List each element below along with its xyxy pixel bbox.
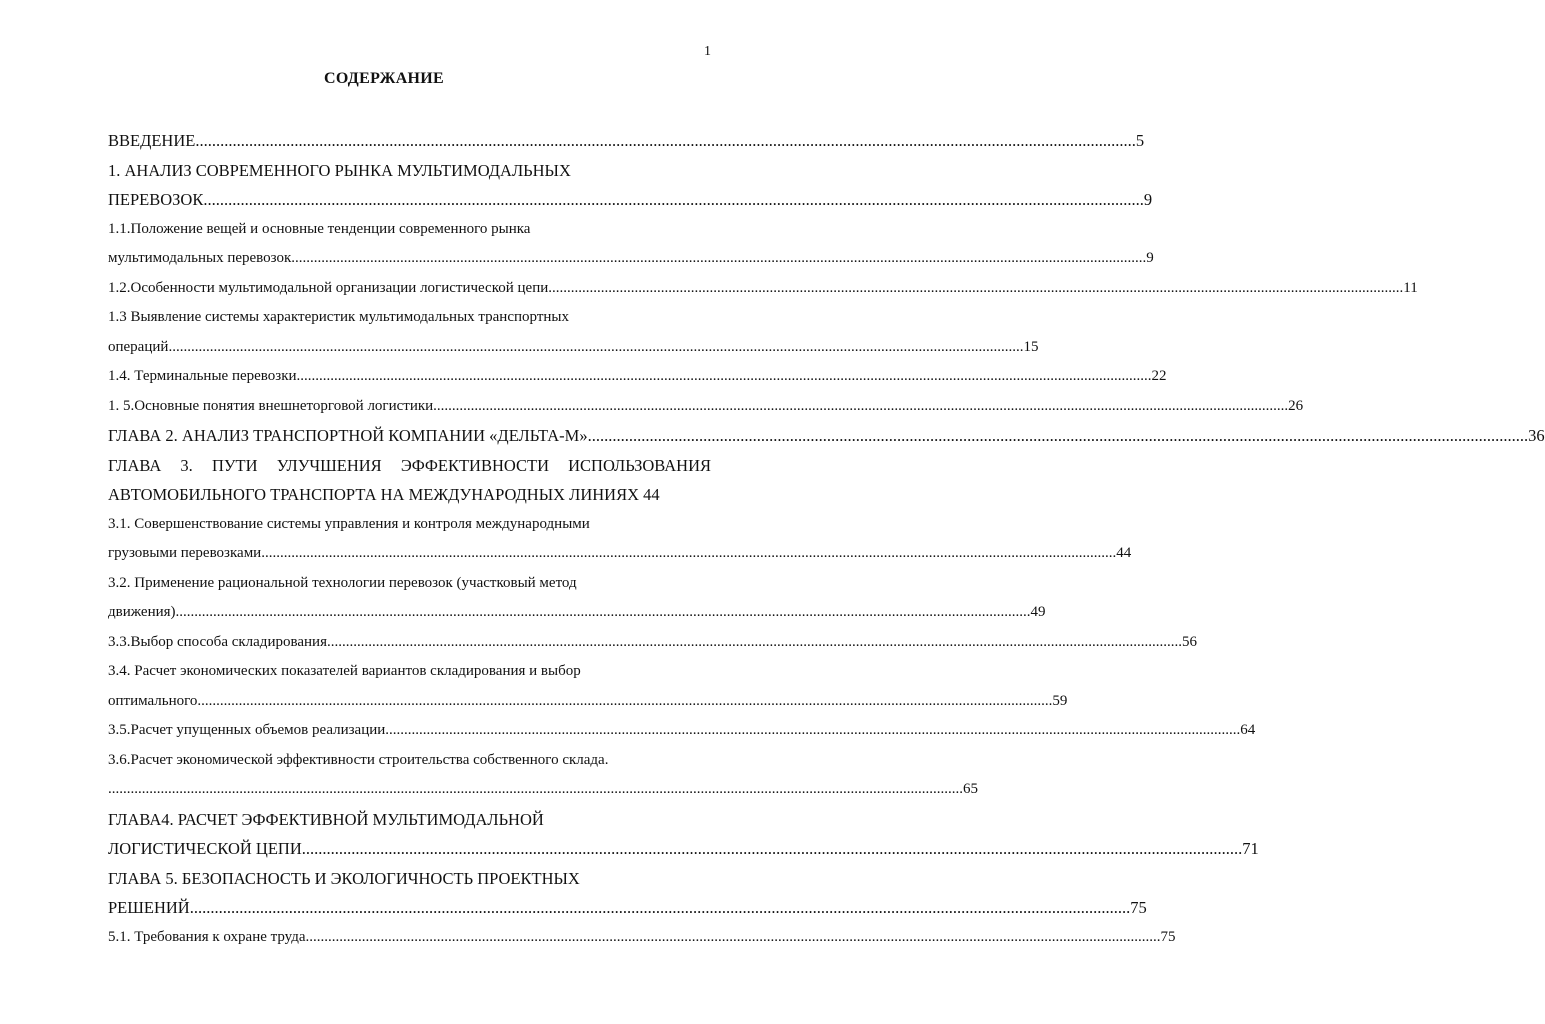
- toc-entry-text: ЛОГИСТИЧЕСКОЙ ЦЕПИ: [108, 839, 302, 858]
- toc-entry-text: 3.2. Применение рациональной технологии перевозок (участковый метод: [108, 574, 577, 591]
- toc-entry-text: 3.4. Расчет экономических показателей вариантов складирования и выбор: [108, 663, 581, 679]
- toc-entry-page: 44: [1116, 545, 1132, 561]
- toc-entry-text: 3.1. Совершенствование системы управления и контроля международными: [108, 515, 590, 532]
- toc-dot-leader: [433, 392, 1288, 422]
- page-number: 1: [704, 44, 711, 59]
- toc-entry-page: 65: [963, 781, 978, 797]
- toc-dot-leader: [190, 893, 1131, 923]
- toc-dot-leader: [327, 628, 1182, 658]
- toc-entry: [108, 303, 711, 333]
- toc-dot-leader: [306, 923, 1161, 953]
- toc-entry: [108, 362, 1167, 392]
- toc-entry: [108, 923, 1176, 953]
- toc-dot-leader: [197, 687, 1052, 717]
- toc-entry: [108, 893, 1147, 923]
- toc-entry-text: 1.4. Терминальные перевозки: [108, 368, 297, 384]
- toc-entry-page: 9: [1146, 250, 1154, 266]
- toc-entry: [108, 864, 711, 894]
- toc-entry: [108, 834, 1259, 864]
- toc-entry: [108, 244, 1154, 274]
- toc-entry-text: ГЛАВА 2. АНАЛИЗ ТРАНСПОРТНОЙ КОМПАНИИ «ДЕЛЬТА-М»: [108, 426, 588, 445]
- toc-entry-page: 22: [1151, 368, 1167, 384]
- toc-entry-text: 1. 5.Основные понятия внешнеторговой логистики: [108, 397, 434, 414]
- toc-dot-leader: [588, 421, 1529, 451]
- toc-entry-text: ПЕРЕВОЗОК: [108, 190, 204, 209]
- toc-entry-text: ГЛАВА 5. БЕЗОПАСНОСТЬ И ЭКОЛОГИЧНОСТЬ ПРОЕКТНЫХ: [108, 868, 580, 888]
- toc-entry-page: 71: [1242, 839, 1259, 858]
- toc-dot-leader: [176, 598, 1031, 628]
- toc-entry-page: 5: [1135, 131, 1145, 150]
- toc-dot-leader: [548, 274, 1403, 304]
- toc-entry-page: 26: [1288, 397, 1304, 414]
- toc-dot-leader: [108, 775, 963, 805]
- toc-entry-text: 3.3.Выбор способа складирования: [108, 633, 327, 650]
- table-of-contents: [108, 126, 1545, 952]
- toc-entry-text: мультимодальных перевозок: [108, 250, 292, 266]
- toc-entry-text: операций: [108, 338, 169, 355]
- toc-dot-leader: [261, 539, 1116, 569]
- toc-entry-page: 64: [1240, 722, 1256, 738]
- toc-entry-page: 9: [1143, 190, 1153, 209]
- toc-entry-text: 3.5.Расчет упущенных объемов реализации: [108, 722, 386, 738]
- toc-entry-text: 1.3 Выявление системы характеристик мультимодальных транспортных: [108, 309, 569, 325]
- toc-entry: [108, 716, 1256, 746]
- toc-entry-text: 3.6.Расчет экономической эффективности строительства собственного склада.: [108, 751, 609, 768]
- toc-entry: [108, 126, 1145, 156]
- toc-entry-text: 1.2.Особенности мультимодальной организации логистической цепи: [108, 279, 549, 296]
- toc-entry-page: 11: [1403, 279, 1418, 296]
- toc-dot-leader: [302, 834, 1243, 864]
- toc-entry-text: ГЛАВА4. РАСЧЕТ ЭФФЕКТИВНОЙ МУЛЬТИМОДАЛЬНОЙ: [108, 809, 544, 829]
- toc-entry-text: АВТОМОБИЛЬНОГО ТРАНСПОРТА НА МЕЖДУНАРОДНЫХ ЛИНИЯХ 44: [108, 485, 660, 504]
- toc-entry: [108, 598, 1046, 628]
- toc-entry-page: 36: [1528, 426, 1545, 445]
- toc-entry-text: ВВЕДЕНИЕ: [108, 131, 196, 150]
- toc-dot-leader: [168, 333, 1023, 363]
- toc-entry-text: 1.1.Положение вещей и основные тенденции современного рынка: [108, 220, 531, 237]
- toc-dot-leader: [203, 185, 1144, 215]
- toc-entry: [108, 480, 711, 510]
- toc-dot-leader: [297, 362, 1152, 392]
- toc-entry-text: 1. АНАЛИЗ СОВРЕМЕННОГО РЫНКА МУЛЬТИМОДАЛЬНЫХ: [108, 160, 571, 180]
- toc-entry: [108, 805, 711, 835]
- toc-entry: [108, 539, 1132, 569]
- toc-entry-page: 56: [1181, 633, 1197, 650]
- toc-entry-page: 75: [1130, 898, 1147, 917]
- toc-entry-text: РЕШЕНИЙ: [108, 898, 190, 917]
- toc-dot-leader: [385, 716, 1240, 746]
- toc-entry: [108, 333, 1039, 363]
- toc-entry: [108, 687, 1068, 717]
- toc-entry-page: 59: [1052, 692, 1068, 709]
- toc-entry: [108, 746, 711, 776]
- toc-entry: [108, 185, 1153, 215]
- toc-entry-text: движения): [108, 604, 176, 620]
- toc-entry-page: 49: [1030, 604, 1046, 620]
- toc-entry: [108, 451, 711, 481]
- toc-entry-page: 15: [1023, 338, 1039, 355]
- toc-entry: [108, 421, 1545, 451]
- toc-dot-leader: [195, 126, 1136, 156]
- toc-entry-text: ГЛАВА 3. ПУТИ УЛУЧШЕНИЯ ЭФФЕКТИВНОСТИ ИСПОЛЬЗОВАНИЯ: [108, 455, 711, 475]
- toc-entry: [108, 510, 711, 540]
- toc-title: СОДЕРЖАНИЕ: [323, 70, 445, 87]
- toc-entry: [108, 274, 1418, 304]
- toc-entry-text: оптимального: [108, 692, 198, 709]
- toc-entry: [108, 392, 1304, 422]
- toc-entry: [108, 657, 711, 687]
- toc-entry: [108, 215, 711, 245]
- toc-entry: [108, 775, 978, 805]
- toc-entry: [108, 569, 711, 599]
- toc-entry: [108, 156, 711, 186]
- toc-entry: [108, 628, 1197, 658]
- toc-dot-leader: [291, 244, 1146, 274]
- toc-entry-page: 75: [1160, 928, 1176, 945]
- toc-entry-text: 5.1. Требования к охране труда: [108, 928, 306, 945]
- toc-entry-text: грузовыми перевозками: [108, 545, 262, 561]
